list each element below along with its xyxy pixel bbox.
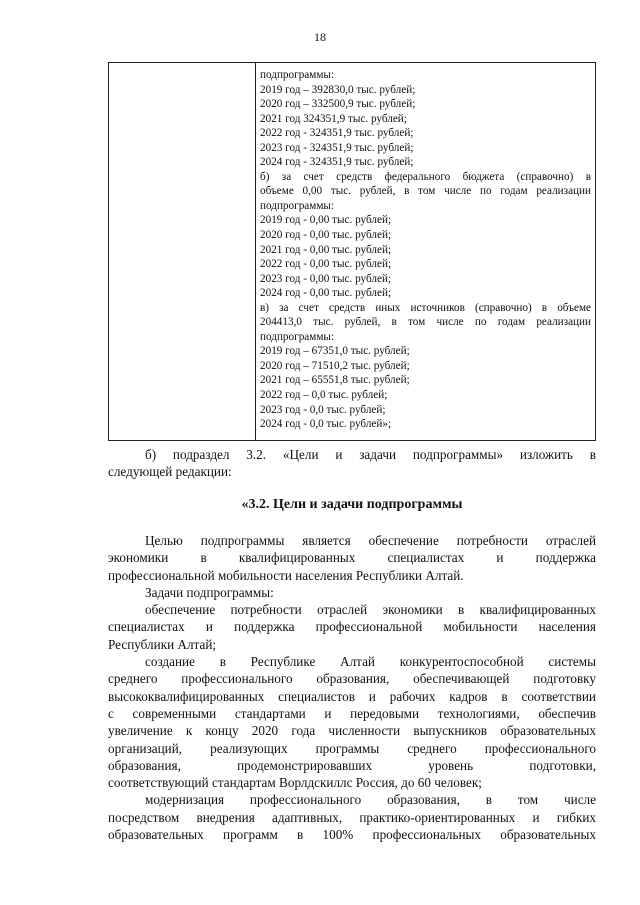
table-cell-line: 2023 год - 0,0 тыс. рублей; (260, 403, 386, 416)
text-line: высококвалифицированных специалистов и рабочих кадров в соответствии (108, 688, 596, 704)
text-line: создание в Республике Алтай конкурентоспособной системы (145, 654, 596, 670)
table-cell-line: 2020 год - 0,00 тыс. рублей; (260, 229, 392, 242)
text-line: Целью подпрограммы является обеспечение потребности отраслей (145, 533, 596, 548)
table-cell-line: 2024 год - 0,00 тыс. рублей; (260, 287, 392, 300)
table-cell-line: 2021 год – 65551,8 тыс. рублей; (260, 374, 410, 387)
table-cell-line: подпрограммы: (260, 199, 335, 212)
table-cell-line: б) за счет средств федерального бюджета (справочно) в (260, 170, 591, 183)
text-line: посредством внедрения адаптивных, практико-ориентированных и гибких (108, 809, 596, 825)
text-line: экономики в квалифицированных специалистах и поддержка (108, 550, 596, 566)
table-cell-line: 2019 год – 67351,0 тыс. рублей; (260, 345, 410, 358)
table-cell-line: 2024 год - 0,0 тыс. рублей»; (260, 418, 392, 431)
text-line: Республики Алтай; (108, 636, 217, 652)
text-line: следующей редакции: (108, 464, 232, 480)
table-cell-line: 2020 год – 332500,9 тыс. рублей; (260, 98, 416, 111)
text-line: модернизация профессионального образования, в том числе (145, 792, 596, 808)
table-cell-line: 2023 год - 324351,9 тыс. рублей; (260, 141, 414, 154)
table-cell-line: 2023 год - 0,00 тыс. рублей; (260, 272, 392, 285)
text-line: б) подраздел 3.2. «Цели и задачи подпрограммы» изложить в (145, 447, 596, 462)
text-line: среднего профессионального образования, обеспечивающей подготовку (108, 671, 596, 687)
text-line: с современными стандартами и передовыми технологиями, обеспечив (108, 705, 596, 721)
table-column-divider (255, 63, 256, 440)
table-cell-line: 2022 год - 324351,9 тыс. рублей; (260, 127, 414, 140)
table-cell-line: подпрограммы: (260, 69, 335, 81)
table-cell-line: подпрограммы: (260, 330, 335, 343)
text-line: обеспечение потребности отраслей экономики в квалифицированных (145, 602, 596, 618)
table-cell-line: 2021 год 324351,9 тыс. рублей; (260, 112, 407, 125)
section-body (108, 532, 596, 843)
text-line: профессиональной мобильности населения Республики Алтай. (108, 567, 464, 583)
table-cell-line: 2022 год - 0,00 тыс. рублей; (260, 258, 392, 271)
text-line: Задачи подпрограммы: (145, 584, 274, 600)
text-line: образовательных программ в 100% профессиональных образовательных (108, 827, 596, 843)
text-line: увеличение к концу 2020 года численности выпускников образовательных (108, 723, 596, 739)
section-heading: «3.2. Цели и задачи подпрограммы (241, 497, 463, 512)
text-line: соответствующий стандартам Ворлдскиллс Россия, до 60 человек; (108, 775, 482, 791)
table-cell-line: объеме 0,00 тыс. рублей, в том числе по годам реализации (260, 185, 591, 198)
text-line: специалистах и поддержка профессиональной мобильности населения (108, 619, 596, 635)
table-cell-line: 2021 год - 0,00 тыс. рублей; (260, 243, 392, 256)
text-line: организаций, реализующих программы среднего профессионального (108, 740, 596, 756)
table-cell-line: 2019 год - 0,00 тыс. рублей; (260, 214, 392, 227)
table-cell-line: в) за счет средств иных источников (справочно) в объеме (260, 301, 591, 314)
funding-table (108, 62, 596, 441)
text-line: образования, продемонстрировавших уровень подготовки, (108, 757, 596, 773)
table-cell-funding (260, 68, 591, 432)
intro-paragraph (108, 446, 596, 481)
table-cell-line: 2024 год - 324351,9 тыс. рублей; (260, 156, 414, 169)
page-number: 18 (314, 30, 326, 44)
table-cell-line: 2019 год – 392830,0 тыс. рублей; (260, 83, 416, 96)
table-cell-line: 2020 год – 71510,2 тыс. рублей; (260, 359, 410, 372)
table-cell-line: 2022 год – 0,0 тыс. рублей; (260, 389, 388, 402)
table-cell-line: 204413,0 тыс. рублей, в том числе по годам реализации (260, 316, 591, 329)
